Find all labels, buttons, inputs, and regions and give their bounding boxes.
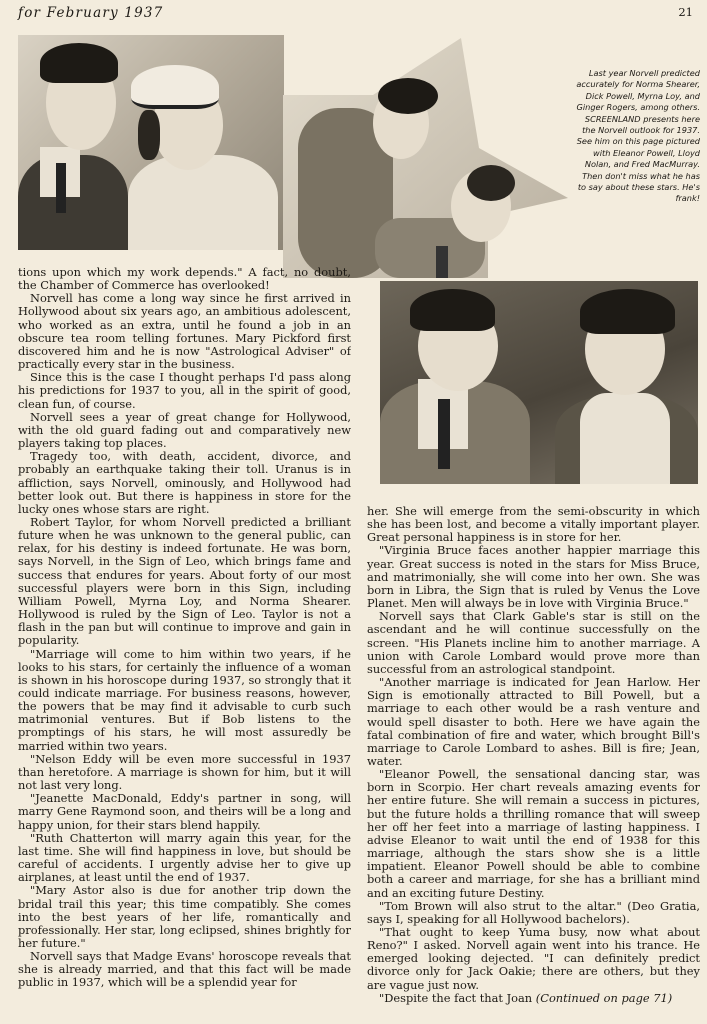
paragraph: Norvell sees a year of great change for Hollywood, with the old guard fading out and comparatively new players taking top places. — [18, 409, 351, 451]
paragraph: tions upon which my work depends." A fact, no doubt, the Chamber of Commerce has overlooked! — [18, 266, 351, 293]
photo-caption: Last year Norvell predicted accurately for Norma Shearer, Dick Powell, Myrna Loy, and Ginger Rogers, among others. SCREENLAND presents here the Norvell outlook for 1937. See him on this page pictured with Eleanor Powell, Lloyd Nolan, and Fred MacMurray. Then don't miss what he has to say about these stars. He's frank! — [576, 68, 700, 204]
paragraph: Norvell has come a long way since he first arrived in Hollywood about six years ago, an ambitious adolescent, who worked as an extra, until he found a job in an obscure tea room telling fortunes. Mary Pickford first discovered him and he is now "Astrological Adviser" of practically every star in the business. — [18, 291, 351, 372]
paragraph: Since this is the case I thought perhaps I'd pass along his predictions for 1937 to you, all in the spirit of good, clean fun, of course. — [18, 370, 351, 411]
paragraph-text: "Despite the fact that Joan — [379, 990, 533, 1005]
paragraph: "Marriage will come to him within two years, if he looks to his stars, for certainly the influence of a woman is shown in his horoscope during 1937, so strongly that it could indicate marriage. For business reasons, however, the powers that be may find it advisable to curb such matrimonial ventures. But if Bob listens to the promptings of his stars, he will most assuredly be married within two years. — [18, 646, 351, 753]
paragraph: Robert Taylor, for whom Norvell predicted a brilliant future when he was unknown to the general public, can relax, for his destiny is indeed fortunate. He was born, says Norvell, in the Sign of Leo, which brings fame and success that endures for years. About forty of our most successful players were born in this Sign, including William Powell, Myrna Loy, and Norma Shearer. Hollywood is ruled by the Sign of Leo. Taylor is not a flash in the pan but will continue to improve and gain in popularity. — [18, 514, 351, 648]
photo-norvell-with-fred-macmurray — [380, 281, 698, 484]
continued-on-note[interactable]: (Continued on page 71) — [535, 990, 673, 1005]
paragraph: Norvell says that Clark Gable's star is still on the ascendant and he will continue successfully on the screen. "His Planets incline him to another marriage. A union with Carole Lombard would prove more than successful from an astrological standpoint. — [367, 609, 700, 676]
paragraph: "Tom Brown will also strut to the altar." (Deo Gratia, says I, speaking for all Hollywood bachelors). — [367, 898, 700, 926]
paragraph: "That ought to keep Yuma busy, now what about Reno?" I asked. Norvell again went into his trance. He emerged looking dejected. "I can definitely predict divorce only for Jack Oakie; there are others, but they are vague just now. — [367, 925, 700, 992]
paragraph: Norvell says that Madge Evans' horoscope reveals that she is already married, and that this fact will be made public in 1937, which will be a splendid year for — [18, 949, 351, 990]
running-head: for February 1937 — [18, 5, 164, 21]
article-left-column — [18, 266, 351, 1018]
paragraph: "Nelson Eddy will be even more successful in 1937 than heretofore. A marriage is shown for him, but it will not last very long. — [18, 751, 351, 793]
paragraph: "Another marriage is indicated for Jean Harlow. Her Sign is emotionally attracted to Bill Powell, but a marriage to each other would be a rash venture and would spell disaster to both. Here we have again the fatal combination of fire and water, which brought Bill's marriage to Carole Lombard to ashes. Bill is fire; Jean, water. — [367, 675, 700, 768]
paragraph — [367, 992, 700, 1005]
paragraph: "Ruth Chatterton will marry again this year, for the last time. She will find happiness in love, but should be careful of accidents. I urgently advise her to give up airplanes, at least until the end of 1937. — [18, 830, 351, 885]
paragraph: "Mary Astor also is due for another trip down the bridal trail this year; this time compatibly. She comes into the best years of her life, romantically and professionally. Her star, long eclipsed, shines brightly for her future." — [18, 883, 351, 950]
paragraph: "Jeanette MacDonald, Eddy's partner in song, will marry Gene Raymond soon, and theirs will be a long and happy union, for their stars blend happily. — [18, 791, 351, 832]
paragraph: her. She will emerge from the semi-obscurity in which she has been lost, and become a vitally important player. Great personal happiness is in store for her. — [367, 505, 700, 545]
paragraph: "Eleanor Powell, the sensational dancing star, was born in Scorpio. Her chart reveals amazing events for her entire future. She will remain a success in pictures, but the future holds a thrilling romance that will sweep her off her feet into a marriage of lasting happiness. I advise Eleanor to wait until the end of 1938 for this marriage, although the stars show she is a little impatient. Eleanor Powell should be able to combine both a career and marriage, for she has a brilliant mind and an exciting future Destiny. — [367, 767, 700, 900]
paragraph: Tragedy too, with death, accident, divorce, and probably an earthquake taking their toll. Uranus is in affliction, says Norvell, ominously, and Hollywood had better look out. But there is happiness in store for the lucky ones whose stars are right. — [18, 449, 351, 516]
page-number: 21 — [678, 5, 693, 19]
photo-norvell-with-eleanor-powell — [18, 35, 284, 250]
paragraph: "Virginia Bruce faces another happier marriage this year. Great success is noted in the stars for Miss Bruce, and matrimonially, she will come into her own. She was born in Libra, the Sign that is ruled by Venus the Love Planet. Men will always be in love with Virginia Bruce." — [367, 543, 700, 611]
photo-star-norvell-with-lloyd-nolan — [283, 38, 568, 278]
article-right-column — [367, 505, 700, 1020]
